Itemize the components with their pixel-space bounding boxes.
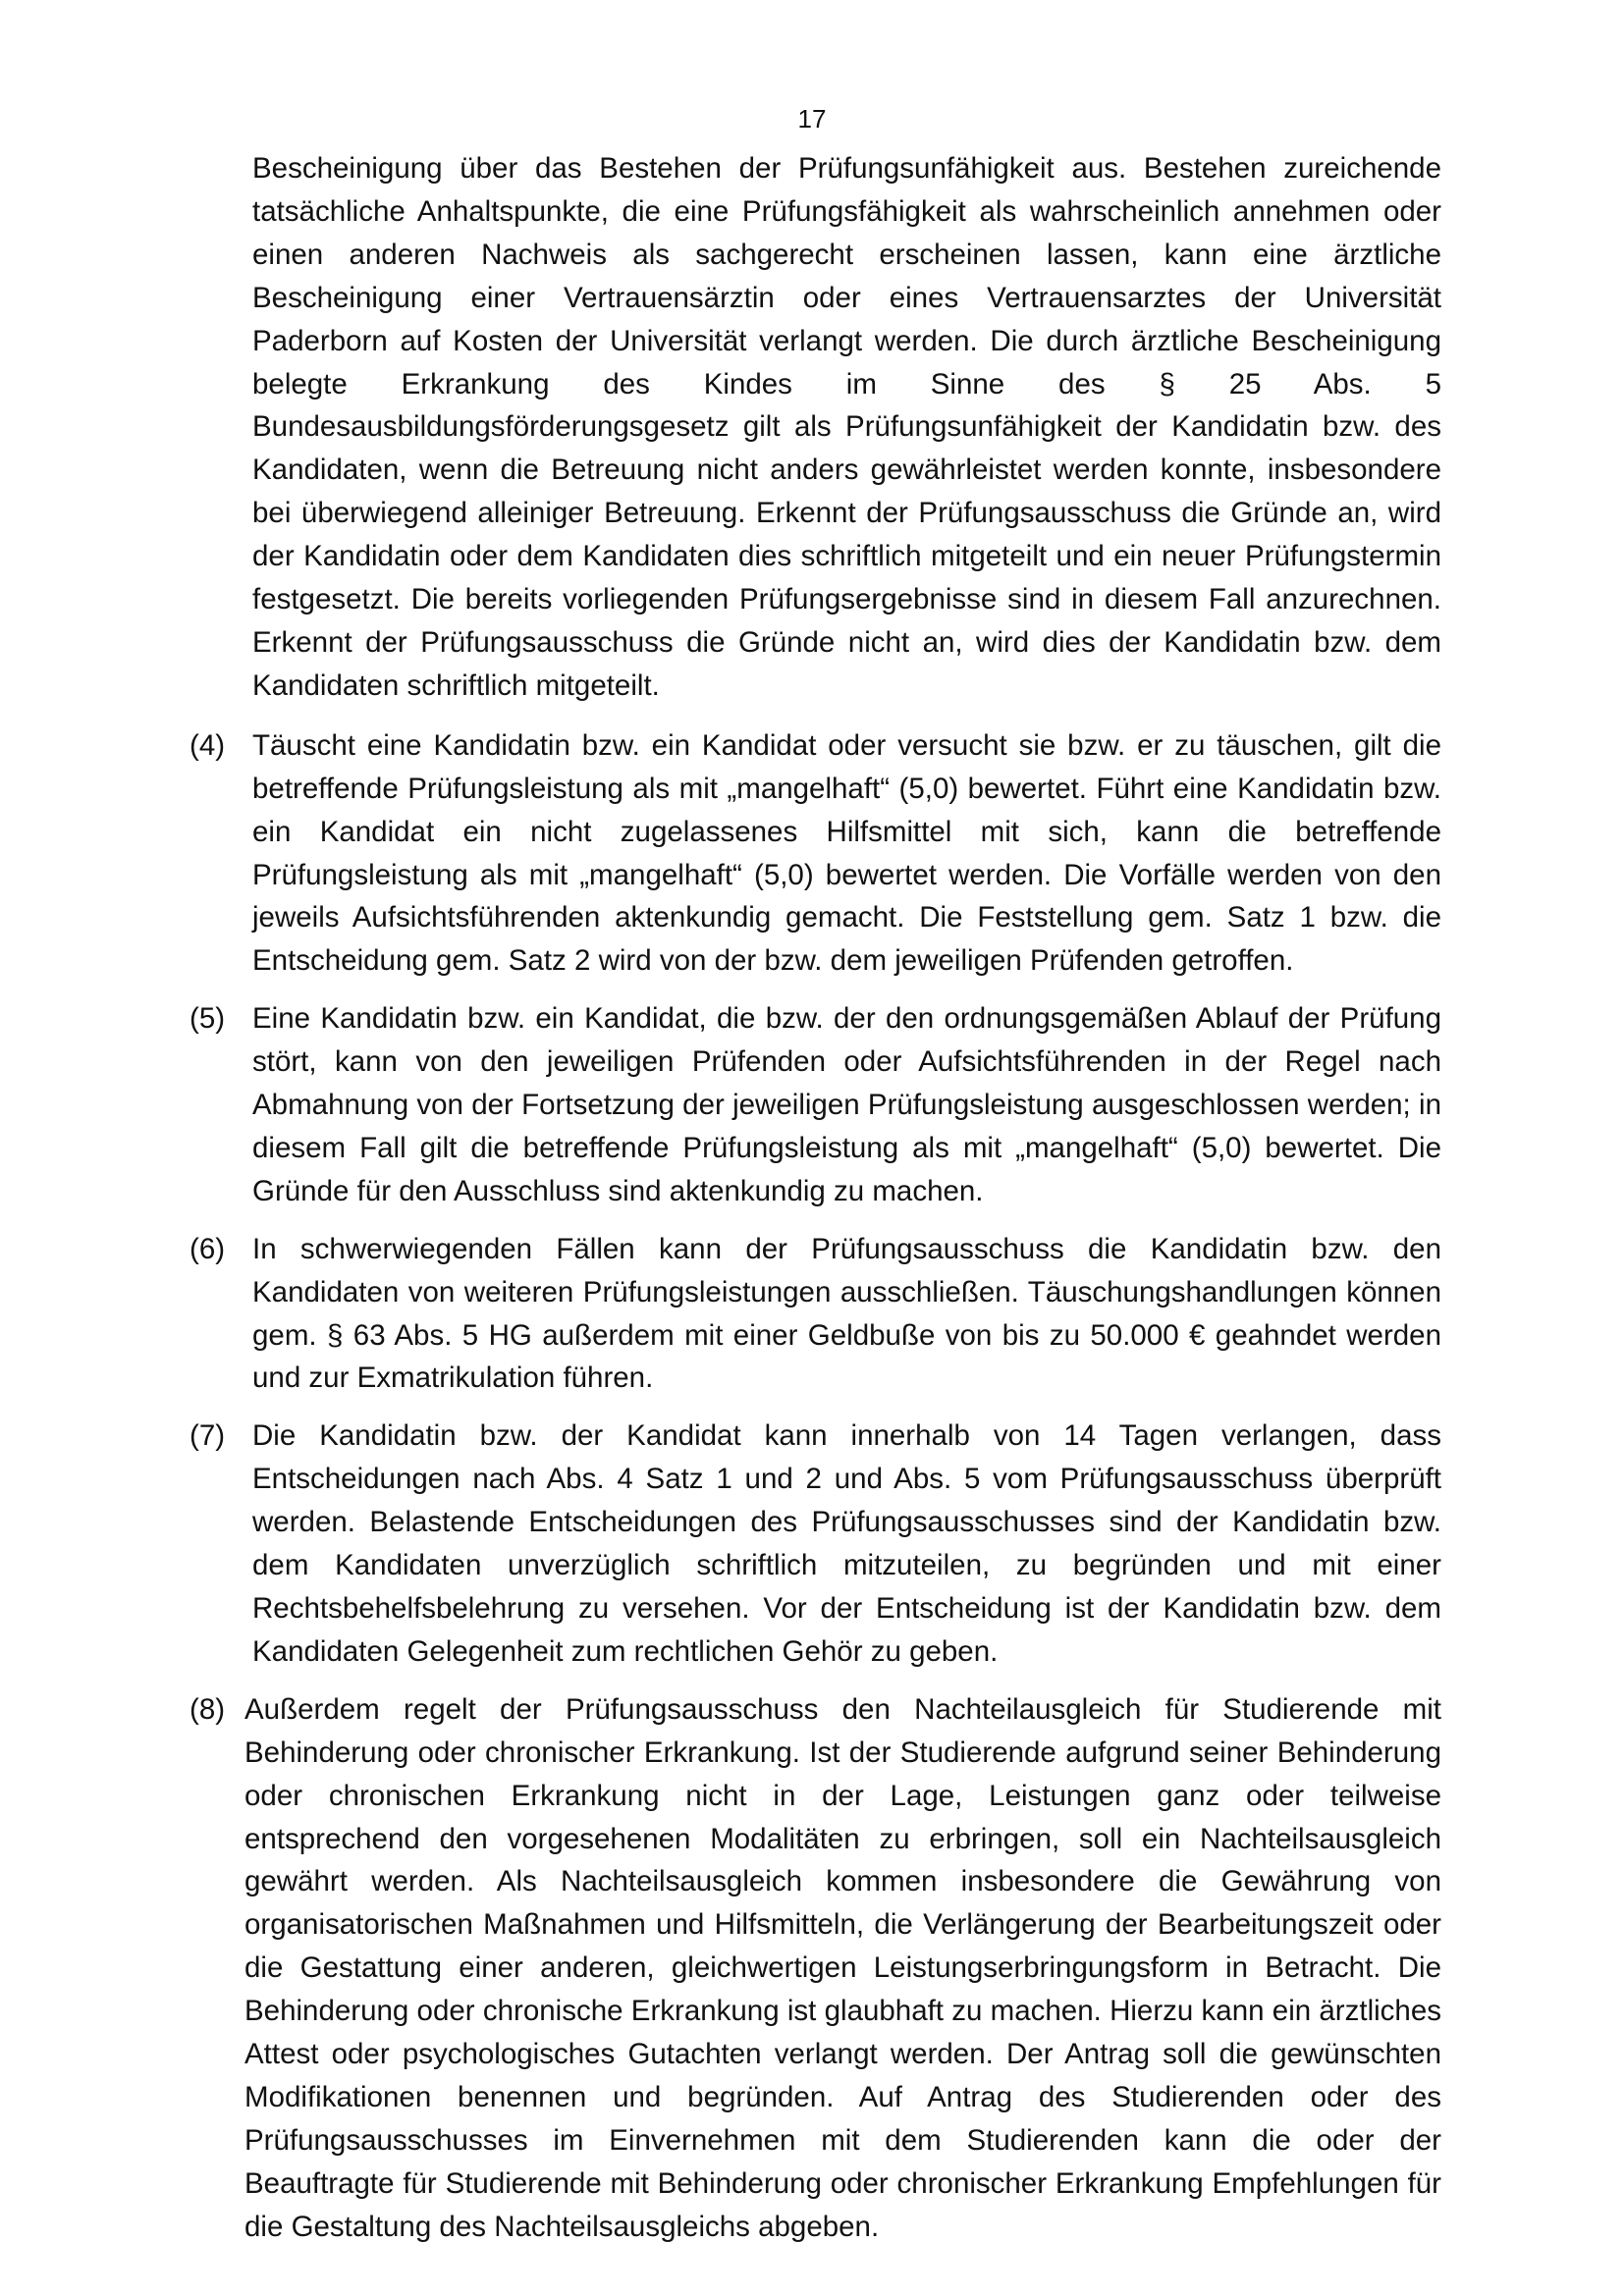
paragraph-7 bbox=[189, 1415, 1441, 1673]
paragraph-text: Außerdem regelt der Prüfungsausschuss den Nachteilausgleich für Studierende mit Behinderung oder chronischer Erkrankung. Ist der Studierende aufgrund seiner Behinderung oder chronischen Erkrankung nicht in der Lage, Leistungen ganz oder teilweise entsprechend den vorgesehenen Modalitäten zu erbringen, soll ein Nachteilsausgleich gewährt werden. Als Nachteilsausgleich kommen insbesondere die Gewährung von organisatorischen Maßnahmen und Hilfsmitteln, die Verlängerung der Bearbeitungszeit oder die Gestattung einer anderen, gleichwertigen Leistungserbringungsform in Betracht. Die Behinderung oder chronische Erkrankung ist glaubhaft zu machen. Hierzu kann ein ärztliches Attest oder psychologisches Gutachten verlangt werden. Der Antrag soll die gewünschten Modifikationen benennen und begründen. Auf Antrag des Studierenden oder des Prüfungsausschusses im Einvernehmen mit dem Studierenden kann die oder der Beauftragte für Studierende mit Behinderung oder chronischer Erkrankung Empfehlungen für die Gestaltung des Nachteilsausgleichs abgeben. bbox=[244, 1692, 1441, 2243]
paragraph-text: Bescheinigung über das Bestehen der Prüfungsunfähigkeit aus. Bestehen zureichende tatsächliche Anhaltspunkte, die eine Prüfungsfähigkeit als wahrscheinlich annehmen oder einen anderen Nachweis als sachgerecht erscheinen lassen, kann eine ärztliche Bescheinigung einer Vertrauensärztin oder eines Vertrauensarztes der Universität Paderborn auf Kosten der Universität verlangt werden. Die durch ärztliche Bescheinigung belegte Erkrankung des Kindes im Sinne des § 25 Abs. 5 Bundesausbildungsförderungsgesetz gilt als Prüfungsunfähigkeit der Kandidatin bzw. des Kandidaten, wenn die Betreuung nicht anders gewährleistet werden konnte, insbesondere bei überwiegend alleiniger Betreuung. Erkennt der Prüfungsausschuss die Gründe an, wird der Kandidatin oder dem Kandidaten dies schriftlich mitgeteilt und ein neuer Prüfungstermin festgesetzt. Die bereits vorliegenden Prüfungsergebnisse sind in diesem Fall anzurechnen. Erkennt der Prüfungsausschuss die Gründe nicht an, wird dies der Kandidatin bzw. dem Kandidaten schriftlich mitgeteilt. bbox=[252, 152, 1441, 702]
document-body bbox=[189, 147, 1441, 2264]
paragraph-5 bbox=[189, 997, 1441, 1213]
paragraph-text: Eine Kandidatin bzw. ein Kandidat, die bzw. der den ordnungsgemäßen Ablauf der Prüfung stört, kann von den jeweiligen Prüfenden oder Aufsichtsführenden in der Regel nach Abmahnung von der Fortsetzung der jeweiligen Prüfungsleistung ausgeschlossen werden; in diesem Fall gilt die betreffende Prüfungsleistung als mit „mangelhaft“ (5,0) bewertet. Die Gründe für den Ausschluss sind aktenkundig zu machen. bbox=[252, 1002, 1441, 1207]
paragraph-number: (4) bbox=[189, 728, 226, 762]
paragraph-text: In schwerwiegenden Fällen kann der Prüfungsausschuss die Kandidatin bzw. den Kandidaten von weiteren Prüfungsleistungen ausschließen. Täuschungshandlungen können gem. § 63 Abs. 5 HG außerdem mit einer Geldbuße von bis zu 50.000 € geahndet werden und zur Exmatrikulation führen. bbox=[252, 1232, 1441, 1395]
paragraph-8 bbox=[189, 1688, 1441, 2249]
paragraph-number: (6) bbox=[189, 1232, 226, 1265]
paragraph-6 bbox=[189, 1228, 1441, 1401]
page-number: 17 bbox=[797, 104, 827, 133]
paragraph-number: (5) bbox=[189, 1002, 226, 1036]
paragraph-text: Täuscht eine Kandidatin bzw. ein Kandidat oder versucht sie bzw. er zu täuschen, gilt die betreffende Prüfungsleistung als mit „mangelhaft“ (5,0) bewertet. Führt eine Kandidatin bzw. ein Kandidat ein nicht zugelassenes Hilfsmittel mit sich, kann die betreffende Prüfungsleistung als mit „mangelhaft“ (5,0) bewertet werden. Die Vorfälle werden von den jeweils Aufsichtsführenden aktenkundig gemacht. Die Feststellung gem. Satz 1 bzw. die Entscheidung gem. Satz 2 wird von der bzw. dem jeweiligen Prüfenden getroffen. bbox=[252, 728, 1441, 978]
paragraph-text: Die Kandidatin bzw. der Kandidat kann innerhalb von 14 Tagen verlangen, dass Entscheidungen nach Abs. 4 Satz 1 und 2 und Abs. 5 vom Prüfungsausschuss überprüft werden. Belastende Entscheidungen des Prüfungsausschusses sind der Kandidatin bzw. dem Kandidaten unverzüglich schriftlich mitzuteilen, zu begründen und mit einer Rechtsbehelfsbelehrung zu versehen. Vor der Entscheidung ist der Kandidatin bzw. dem Kandidaten Gelegenheit zum rechtlichen Gehör zu geben. bbox=[252, 1419, 1441, 1668]
paragraph-number: (8) bbox=[189, 1692, 226, 1726]
paragraph-number: (7) bbox=[189, 1419, 226, 1453]
paragraph-4 bbox=[189, 724, 1441, 983]
paragraph-continued bbox=[189, 147, 1441, 708]
